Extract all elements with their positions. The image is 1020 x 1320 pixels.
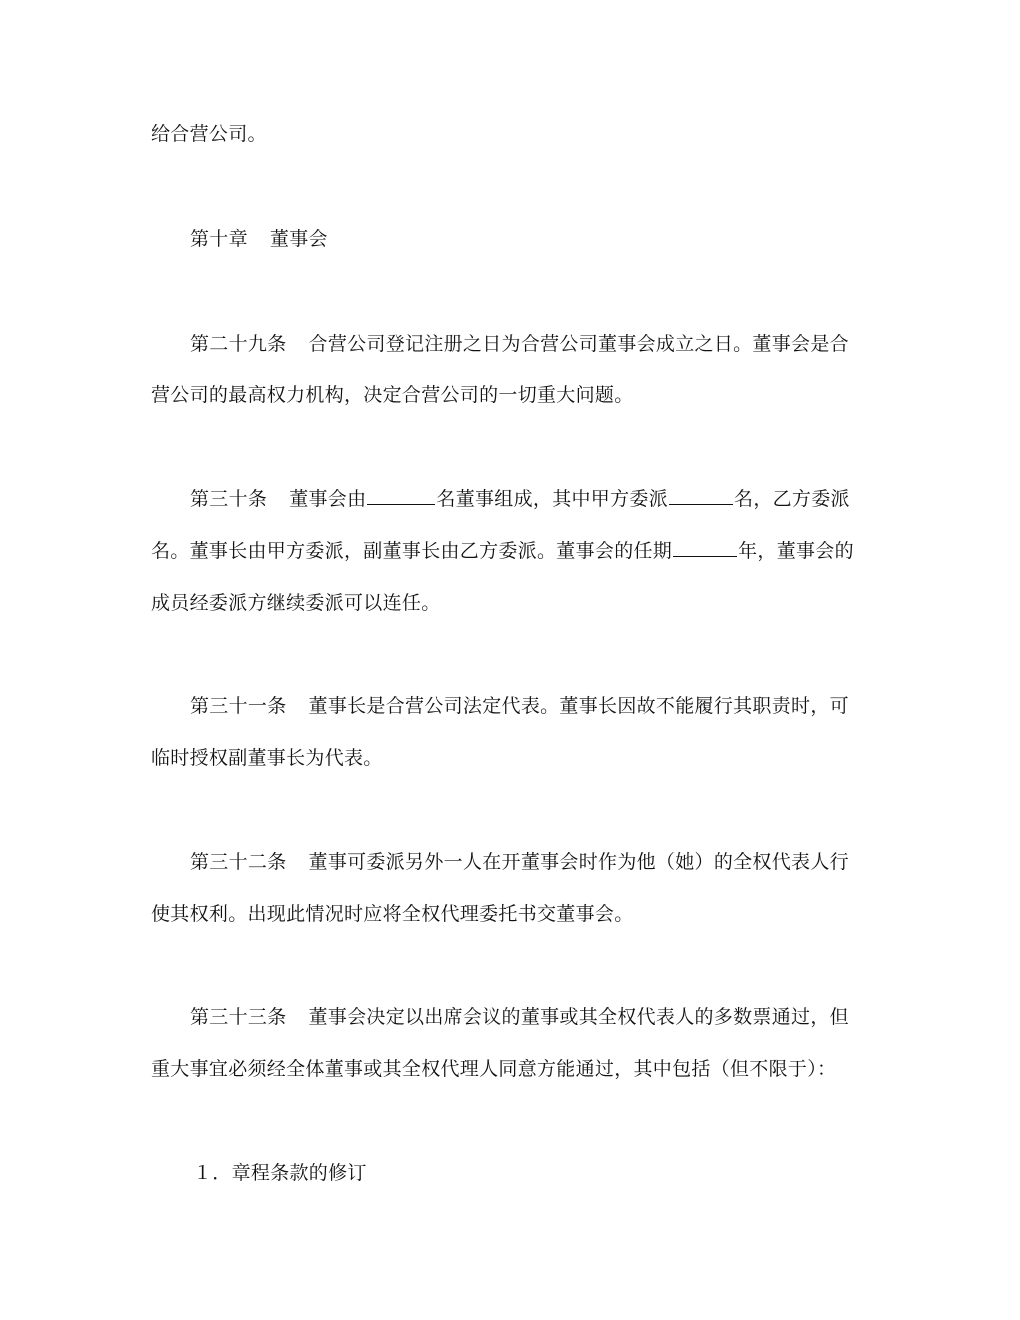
list-item-1-text: 章程条款的修订 (231, 1162, 367, 1184)
article-30-text-2a: 名。董事长由甲方委派，副董事长由乙方委派。董事会的任期 (151, 540, 673, 562)
article-29-text-2: 营公司的最高权力机构，决定合营公司的一切重大问题。 (151, 384, 634, 406)
article-30-line-3 (151, 590, 441, 616)
article-30-text-3: 成员经委派方继续委派可以连任。 (151, 592, 441, 614)
article-32-line-1 (190, 849, 849, 875)
chapter-number: 第十章 (190, 228, 248, 250)
article-30-line-1 (190, 486, 850, 512)
article-30-text-2b: 年，董事会的 (738, 540, 854, 562)
article-33-text-1: 董事会决定以出席会议的董事或其全权代表人的多数票通过，但 (308, 1006, 849, 1028)
article-29-text-1: 合营公司登记注册之日为合营公司董事会成立之日。董事会是合 (308, 333, 849, 355)
continuation-line (151, 121, 267, 147)
article-29-line-2 (151, 382, 634, 408)
article-31-text-1: 董事长是合营公司法定代表。董事长因故不能履行其职责时，可 (308, 695, 849, 717)
blank-director-count[interactable] (367, 486, 435, 505)
article-31-line-1 (190, 693, 849, 719)
article-29-line-1 (190, 331, 849, 357)
article-31-text-2: 临时授权副董事长为代表。 (151, 747, 383, 769)
chapter-heading (190, 226, 328, 252)
article-30-text-1c: 名，乙方委派 (734, 488, 850, 510)
article-30-text-1a: 董事会由 (289, 488, 367, 510)
list-item-1-marker: １． (193, 1162, 232, 1184)
continuation-text: 给合营公司。 (151, 123, 267, 145)
list-item-1 (193, 1160, 367, 1186)
article-29-number: 第二十九条 (190, 333, 287, 355)
article-33-line-1 (190, 1004, 849, 1030)
blank-term-years[interactable] (673, 538, 737, 557)
article-30-line-2 (151, 538, 854, 564)
article-30-number: 第三十条 (190, 488, 268, 510)
article-31-line-2 (151, 745, 383, 771)
article-31-number: 第三十一条 (190, 695, 287, 717)
article-33-number: 第三十三条 (190, 1006, 287, 1028)
article-32-number: 第三十二条 (190, 851, 287, 873)
article-32-text-2: 使其权利。出现此情况时应将全权代理委托书交董事会。 (151, 903, 634, 925)
article-30-text-1b: 名董事组成，其中甲方委派 (436, 488, 669, 510)
blank-party-a-count[interactable] (669, 486, 733, 505)
article-33-line-2 (151, 1056, 836, 1082)
article-32-line-2 (151, 901, 634, 927)
chapter-title: 董事会 (269, 228, 328, 250)
article-33-text-2: 重大事宜必须经全体董事或其全权代理人同意方能通过，其中包括（但不限于）： (151, 1058, 837, 1080)
article-32-text-1: 董事可委派另外一人在开董事会时作为他（她）的全权代表人行 (308, 851, 849, 873)
